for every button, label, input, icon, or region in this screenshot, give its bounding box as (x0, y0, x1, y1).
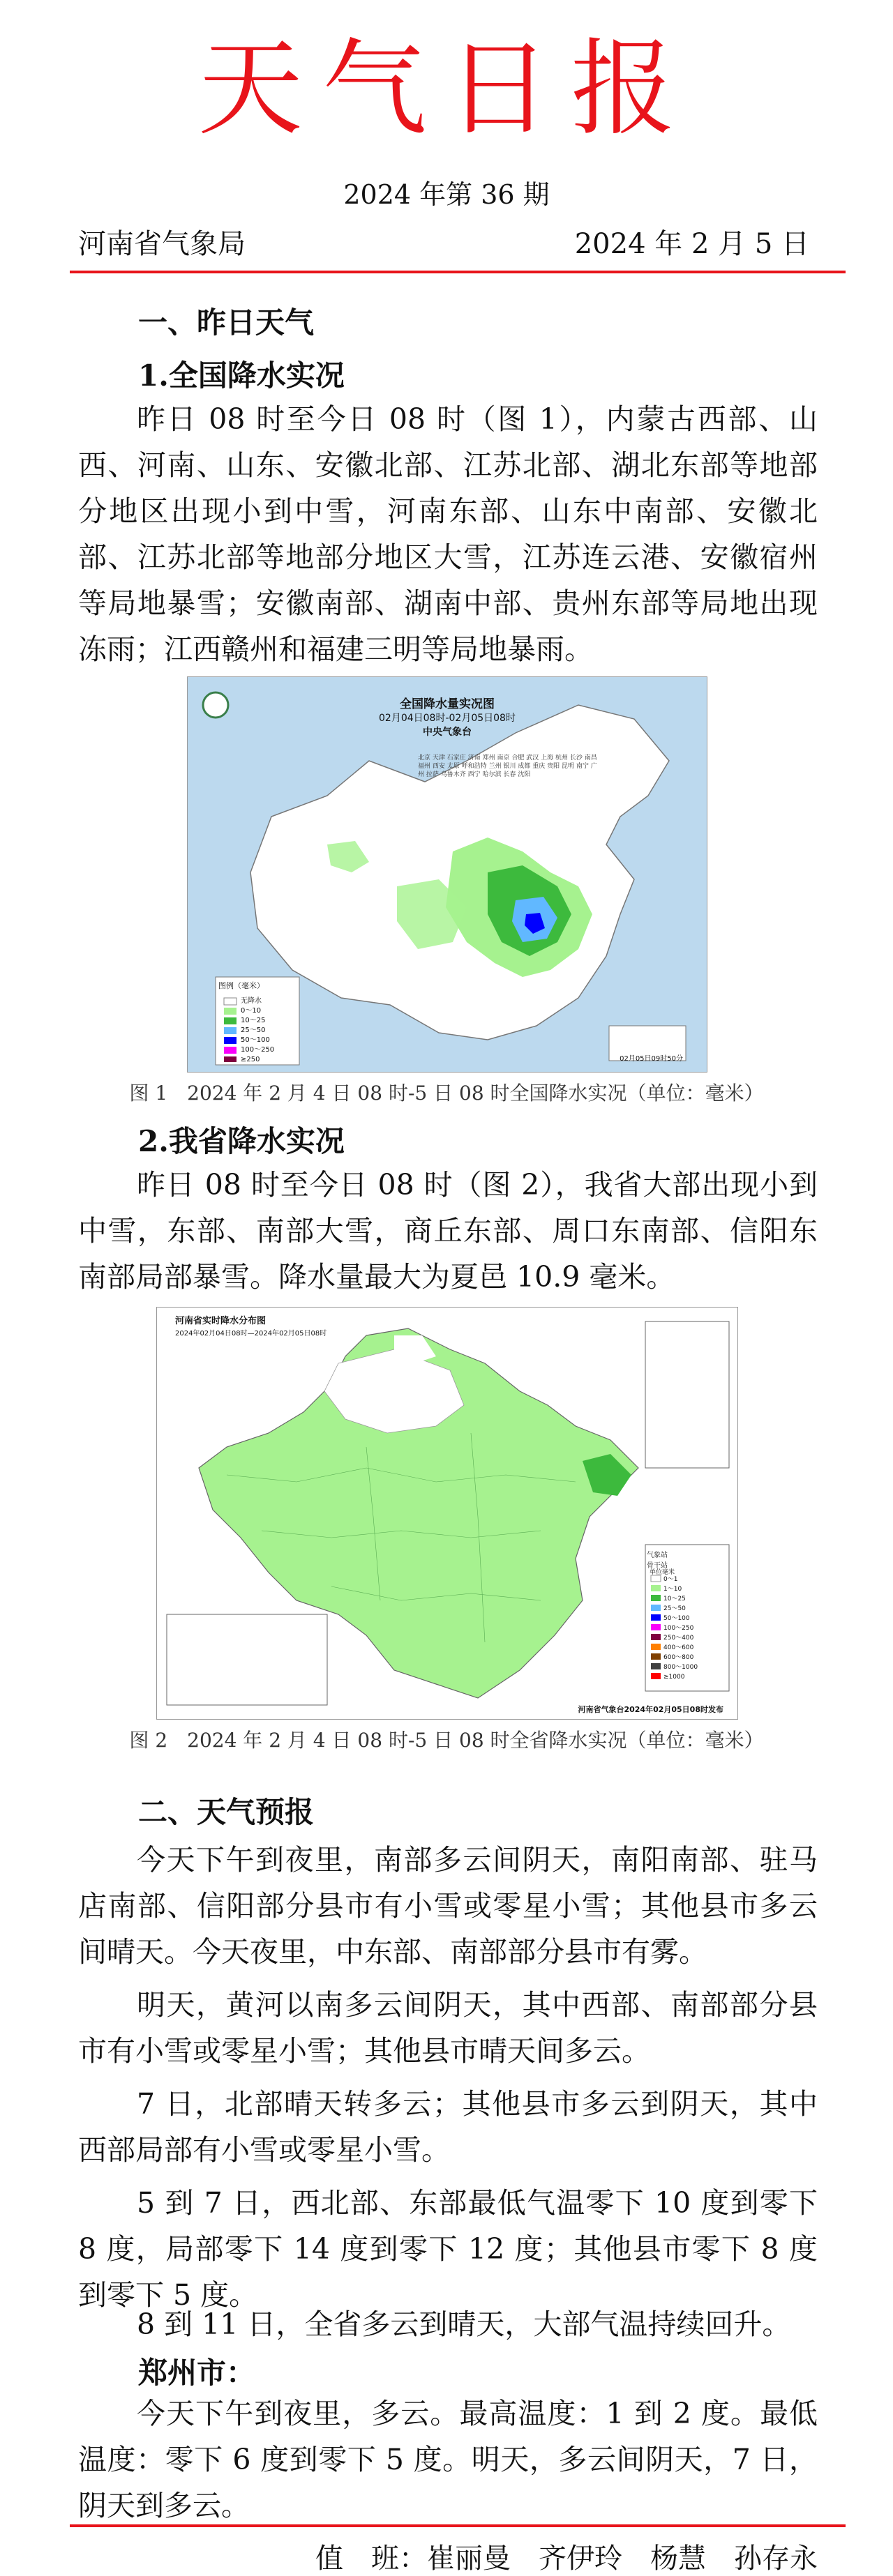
place-label: 石家庄 (446, 755, 466, 762)
place-label: 合肥 (511, 755, 525, 762)
place-label: 贵阳 (547, 763, 560, 770)
place-label: 郑州 (482, 755, 495, 762)
forecast-paragraph-tomorrow: 明天，黄河以南多云间阴天，其中西部、南部部分县市有小雪或零星小雪；其他县市晴天间多云。 (78, 1988, 818, 2068)
legend-label: ≥1000 (663, 1674, 685, 1681)
place-label: 南昌 (584, 755, 597, 762)
fig2-subtitle: 2024年02月04日08时—2024年02月05日08时 (175, 1330, 327, 1338)
legend-label: 50～100 (663, 1615, 690, 1622)
header-divider (70, 271, 846, 273)
place-label: 济南 (467, 755, 481, 762)
paragraph-province: 昨日 08 时至今日 08 时（图 2），我省大部出现小到中雪，东部、南部大雪，商丘东部、周口东南部、信阳东南部局部暴雪。降水量最大为夏邑 10.9 毫米。 (78, 1168, 818, 1294)
henan-precip-map (156, 1307, 738, 1720)
section-heading-forecast: 二、天气预报 (138, 1795, 315, 1829)
subheading-national: 1.全国降水实况 (138, 358, 345, 393)
place-label: 重庆 (532, 763, 546, 770)
place-label: 长沙 (569, 755, 583, 762)
fig2-legend-title: 单位毫米 (650, 1569, 675, 1576)
legend-label: 400～600 (663, 1644, 694, 1651)
legend-label: 100～250 (663, 1625, 694, 1632)
zhengzhou-forecast: 今天下午到夜里，多云。最高温度：1 到 2 度。最低温度：零下 6 度到零下 5 度。明天，多云间阴天，7 日，阴天到多云。 (78, 2397, 818, 2522)
place-label: 上海 (541, 755, 554, 762)
place-label: 广州 (418, 763, 597, 778)
legend-label: 0～10 (241, 1007, 262, 1015)
place-label: 西安 (432, 763, 445, 770)
henan-map-graphic (157, 1308, 737, 1719)
forecast-paragraph-today: 今天下午到夜里，南部多云间阴天，南阳南部、驻马店南部、信阳部分县市有小雪或零星小雪；其他县市多云间晴天。今天夜里，中东部、南部部分县市有雾。 (78, 1843, 818, 1969)
place-label: 杭州 (555, 755, 569, 762)
fig2-caption: 图 2 2024 年 2 月 4 日 08 时-5 日 08 时全省降水实况（单位：毫米） (129, 1729, 764, 1752)
fig1-title: 全国降水量实况图 (400, 697, 495, 711)
fig2-title: 河南省实时降水分布图 (175, 1316, 267, 1326)
station-mark-label: 气象站 (647, 1552, 668, 1559)
forecast-paragraph-temperature: 5 到 7 日，西北部、东部最低气温零下 10 度到零下 8 度，局部零下 14 度到零下 12 度；其他县市零下 8 度到零下 5 度。 (78, 2186, 818, 2312)
fig1-place-labels (418, 754, 599, 779)
forecast-paragraph-day7: 7 日，北部晴天转多云；其他县市多云到阴天，其中西部局部有小雪或零星小雪。 (78, 2087, 818, 2167)
place-label: 福州 (418, 763, 431, 770)
legend-label: 10～25 (241, 1017, 266, 1024)
place-label: 哈尔滨 (482, 771, 502, 778)
issue-number: 2024 年第 36 期 (343, 179, 550, 210)
fig1-agency: 中央气象台 (423, 727, 472, 738)
subheading-province: 2.我省降水实况 (138, 1124, 345, 1158)
place-label: 西宁 (467, 771, 481, 778)
duty-staff: 值 班：崔丽曼 齐伊玲 杨慧 孙存永 (315, 2543, 818, 2575)
masthead-title: 天气日报 (197, 29, 695, 150)
legend-label: 25～50 (241, 1026, 266, 1034)
footer-divider (70, 2524, 846, 2527)
legend-label: 250～400 (663, 1635, 694, 1642)
fig1-timestamp: 02月05日09时50分 (620, 1055, 683, 1063)
place-label: 天津 (432, 755, 445, 762)
legend-label: ≥250 (241, 1056, 260, 1063)
fig2-legend-labels (663, 1575, 698, 1682)
fig1-caption: 图 1 2024 年 2 月 4 日 08 时-5 日 08 时全国降水实况（单位：毫米） (129, 1082, 764, 1105)
place-label: 沈阳 (518, 771, 531, 778)
station-mark-label: 骨干站 (647, 1562, 668, 1570)
fig1-legend-labels (241, 997, 274, 1065)
zhengzhou-heading: 郑州市： (138, 2356, 256, 2390)
paragraph-national: 昨日 08 时至今日 08 时（图 1），内蒙古西部、山西、河南、山东、安徽北部、江苏北部、湖北东部等地部分地区出现小到中雪，河南东部、山东中南部、安徽北部、江苏北部等地部分地区大雪，江苏连云港、安徽宿州等局地暴雪；安徽南部、湖南中部、贵州东部等局地出现冻雨；江西赣州和福建三明等局地暴雨。 (78, 402, 818, 666)
issue-date: 2024 年 2 月 5 日 (574, 228, 809, 260)
legend-label: 100～250 (241, 1046, 275, 1054)
place-label: 乌鲁木齐 (440, 771, 466, 778)
place-label: 长春 (503, 771, 516, 778)
place-label: 呼和浩特 (461, 763, 487, 770)
legend-label: 800～1000 (663, 1664, 698, 1671)
forecast-paragraph-outlook: 8 到 11 日，全省多云到晴天，大部气温持续回升。 (137, 2308, 791, 2341)
fig1-subtitle: 02月04日08时-02月05日08时 (379, 713, 516, 724)
section-heading-yesterday: 一、昨日天气 (138, 305, 315, 340)
legend-label: 25～50 (663, 1605, 686, 1612)
legend-label: 无降水 (241, 997, 262, 1005)
legend-label: 0～1 (663, 1576, 678, 1583)
legend-label: 10～25 (663, 1596, 686, 1603)
fig1-legend-title: 图例（毫米） (218, 981, 264, 990)
legend-label: 50～100 (241, 1036, 270, 1044)
place-label: 拉萨 (426, 771, 439, 778)
place-label: 南宁 (576, 763, 589, 770)
place-label: 成都 (518, 763, 531, 770)
place-label: 银川 (503, 763, 516, 770)
legend-label: 1～10 (663, 1586, 682, 1593)
legend-label: 600～800 (663, 1654, 694, 1661)
fig2-footer: 河南省气象台2024年02月05日08时发布 (578, 1705, 723, 1714)
issuing-agency: 河南省气象局 (78, 228, 246, 260)
place-label: 兰州 (488, 763, 502, 770)
place-label: 南京 (497, 755, 510, 762)
place-label: 武汉 (526, 755, 539, 762)
place-label: 昆明 (562, 763, 575, 770)
national-precip-map (187, 676, 707, 1073)
place-label: 北京 (418, 755, 431, 762)
place-label: 太原 (446, 763, 460, 770)
